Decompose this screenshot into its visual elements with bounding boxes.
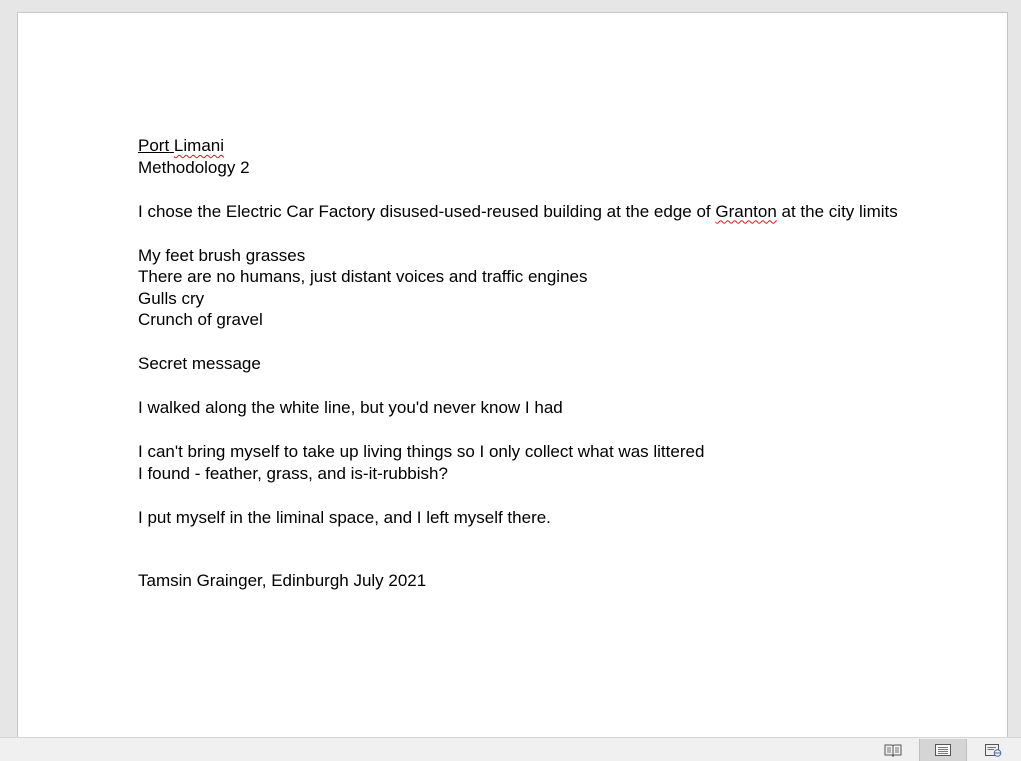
document-page[interactable] — [17, 12, 1008, 752]
document-subtitle: Methodology 2 — [138, 157, 250, 177]
document-title — [138, 135, 898, 157]
secret-message-paragraph: Secret message — [138, 354, 261, 373]
collect-line: I can't bring myself to take up living things so I only collect what was littered — [138, 442, 705, 461]
read-mode-button[interactable] — [869, 739, 917, 761]
liminal-paragraph: I put myself in the liminal space, and I left myself there. — [138, 507, 551, 527]
print-layout-button[interactable] — [919, 739, 967, 761]
page-icon — [934, 743, 952, 757]
stanza-line: Crunch of gravel — [138, 310, 263, 329]
heading-paragraph — [138, 135, 898, 178]
collect-line: I found - feather, grass, and is-it-rubbish? — [138, 463, 448, 483]
status-bar — [0, 737, 1021, 761]
stanza-line: Gulls cry — [138, 288, 205, 308]
title-word-port: Port — [138, 136, 170, 155]
misspelled-word-limani[interactable]: Limani — [173, 136, 225, 155]
misspelled-word-granton[interactable]: Granton — [715, 201, 777, 221]
signature-line: Tamsin Grainger, Edinburgh July 2021 — [138, 571, 427, 590]
white-line-paragraph: I walked along the white line, but you'd never know I had — [138, 398, 563, 417]
stanza-line: My feet brush grasses — [138, 245, 306, 265]
web-page-icon — [984, 743, 1002, 757]
book-icon — [884, 743, 902, 757]
document-body[interactable] — [138, 135, 898, 614]
stanza-line: There are no humans, just distant voices and traffic engines — [138, 267, 588, 286]
collect-paragraph — [138, 441, 898, 484]
paragraph-factory: I chose the Electric Car Factory disused-used-reused building at the edge of Granton at the city limits — [138, 201, 898, 221]
stanza-paragraph — [138, 245, 898, 331]
web-layout-button[interactable] — [969, 739, 1017, 761]
